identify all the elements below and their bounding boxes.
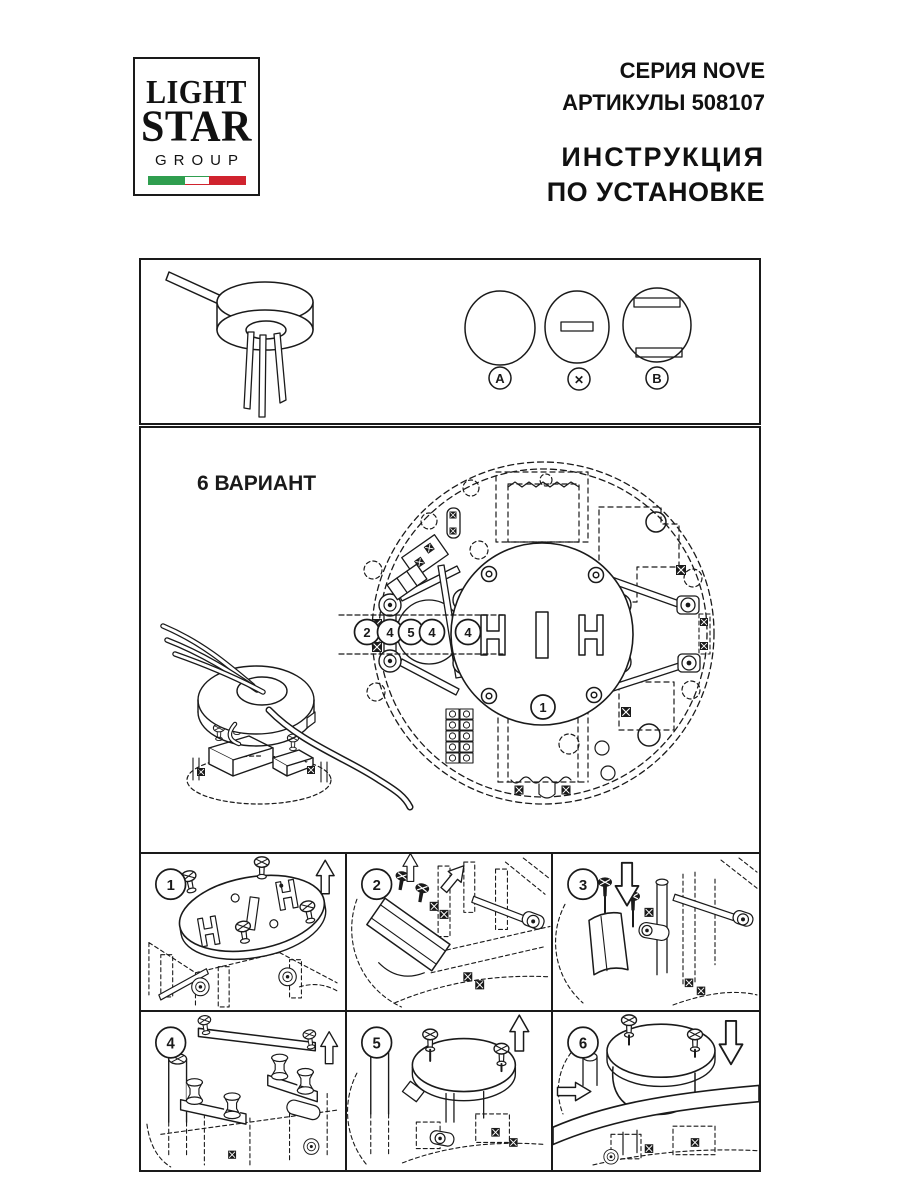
step-number-5: 5 [372, 1035, 381, 1053]
step-6-illustration [553, 1012, 759, 1170]
variant-6-panel [139, 426, 761, 854]
callout-4b: 4 [428, 625, 436, 640]
step-panel-6 [553, 1012, 759, 1170]
up-arrow-icon [316, 860, 334, 894]
base-hole [601, 766, 615, 780]
terminal-block [446, 709, 473, 763]
callout-5: 5 [407, 625, 415, 640]
variant-6-diagram [141, 428, 759, 852]
step-number-3: 3 [578, 877, 588, 895]
step-number-6: 6 [578, 1035, 588, 1053]
label-a: A [495, 371, 505, 386]
down-arrow-icon [720, 1021, 743, 1064]
cable-channel-top [496, 472, 588, 542]
mount-hole [646, 512, 666, 532]
step-panel-3 [553, 854, 759, 1012]
step-1-illustration [141, 854, 345, 1010]
dashed-cutout-bottom-right [619, 682, 674, 730]
series-title: СЕРИЯ NOVE [619, 58, 765, 83]
up-arrow-icon [321, 1032, 338, 1064]
instruction-title-line2: ПО УСТАНОВКЕ [546, 176, 765, 207]
step-panel-2 [347, 854, 553, 1012]
up-arrow-icon [510, 1015, 529, 1051]
screw-type-a [465, 291, 535, 365]
variant-title: 6 ВАРИАНТ [197, 472, 317, 495]
step-2-illustration [347, 854, 551, 1010]
side-panel-insert [589, 913, 628, 975]
plate-center-slot [536, 612, 548, 658]
step-panel-1 [141, 854, 347, 1012]
spool-post [272, 1054, 288, 1080]
frame-scaffold [149, 943, 337, 1007]
screw-legend-panel [139, 258, 761, 425]
screw-dark-icon [598, 877, 612, 896]
brand-word-star: STAR [141, 102, 252, 151]
base-hole [595, 741, 609, 755]
screw-legend-illustration [141, 260, 759, 423]
tilt-arrow-icon [437, 860, 470, 895]
brand-word-light: LIGHT [146, 73, 247, 111]
callout-2: 2 [363, 625, 371, 640]
instruction-title-line1: ИНСТРУКЦИЯ [561, 141, 765, 172]
lightstar-logo [133, 57, 260, 196]
ceiling-canopy-drawing [166, 272, 313, 417]
legend-labels [489, 367, 668, 390]
spool-post [186, 1079, 202, 1105]
right-arrow-icon [558, 1082, 591, 1100]
spool-post [224, 1093, 240, 1119]
document-titles [547, 55, 765, 210]
plate-callout-1: 1 [539, 700, 547, 715]
step-number-2: 2 [372, 877, 381, 895]
mount-hole [638, 724, 660, 746]
cross-bar [198, 1028, 315, 1050]
label-cross: ✕ [573, 373, 585, 387]
step-panel-5 [347, 1012, 553, 1170]
italian-flag-icon [148, 176, 246, 185]
step-5-illustration [347, 1012, 551, 1170]
step-number-1: 1 [166, 877, 175, 895]
step-number-4: 4 [166, 1035, 175, 1053]
article-number: АРТИКУЛЫ 508107 [562, 89, 765, 115]
callout-4c: 4 [464, 625, 472, 640]
spool-post [297, 1068, 313, 1094]
step-3-illustration [553, 854, 759, 1010]
callout-4a: 4 [386, 625, 394, 640]
screw-type-b [623, 288, 691, 362]
installation-steps-grid [139, 854, 761, 1172]
brand-word-group: GROUP [154, 152, 245, 170]
step-panel-4 [141, 1012, 347, 1170]
screw-dark-icon [413, 882, 430, 903]
screw-type-cross [545, 291, 609, 363]
label-b: B [652, 371, 662, 386]
canopy-assembly [163, 626, 410, 807]
step-4-illustration [141, 1012, 345, 1170]
